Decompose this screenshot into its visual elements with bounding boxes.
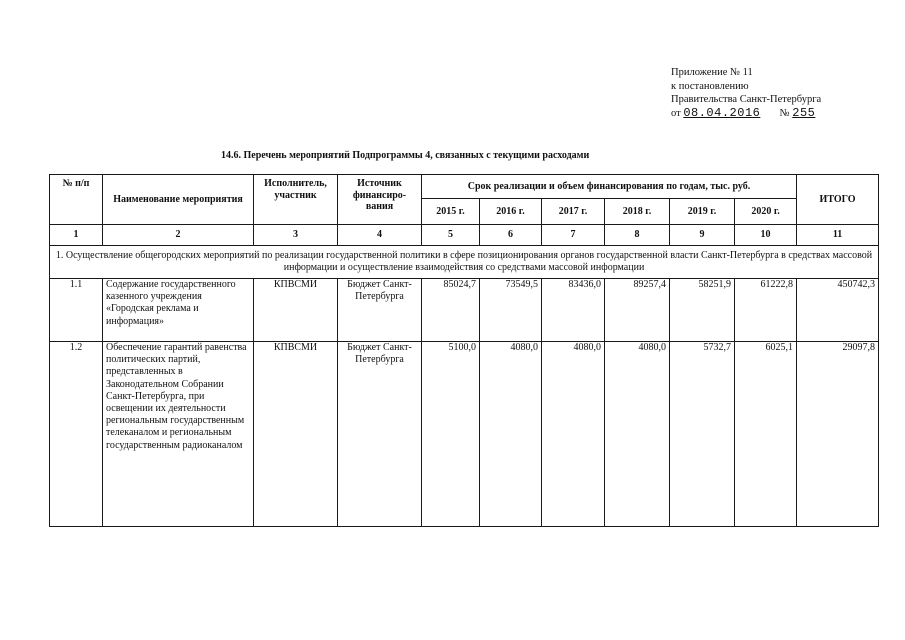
column-number: 8: [605, 225, 670, 246]
header-no: № п/п: [50, 175, 103, 225]
appendix-block: [671, 66, 871, 120]
funding-source: Бюджет Санкт-Петербурга: [338, 279, 422, 342]
header-source: Источник финансиро-вания: [338, 175, 422, 225]
column-number: 6: [480, 225, 542, 246]
header-year: 2017 г.: [542, 199, 605, 225]
header-year: 2015 г.: [422, 199, 480, 225]
column-number: 4: [338, 225, 422, 246]
appendix-date-line: [671, 107, 871, 121]
year-value: 85024,7: [422, 279, 480, 342]
year-value: 89257,4: [605, 279, 670, 342]
column-number: 9: [670, 225, 735, 246]
year-value: 4080,0: [542, 342, 605, 527]
year-value: 73549,5: [480, 279, 542, 342]
column-number: 5: [422, 225, 480, 246]
header-name: Наименование мероприятия: [103, 175, 254, 225]
executor: КПВСМИ: [254, 279, 338, 342]
header-executor: Исполнитель, участник: [254, 175, 338, 225]
column-number: 11: [797, 225, 879, 246]
section-title: 1. Осуществление общегородских мероприятий по реализации государственной политики в сфере позиционирования органов государственной власти Санкт-Петербурга в средствах массовой информации и осуществление взаимодействия со средствами массовой информации: [50, 246, 879, 279]
column-number: 10: [735, 225, 797, 246]
year-value: 6025,1: [735, 342, 797, 527]
header-total: ИТОГО: [797, 175, 879, 225]
year-value: 83436,0: [542, 279, 605, 342]
year-value: 58251,9: [670, 279, 735, 342]
header-year: 2020 г.: [735, 199, 797, 225]
number-prefix: №: [779, 107, 790, 119]
row-number: 1.2: [50, 342, 103, 527]
header-row: [50, 175, 879, 199]
resolution-number: 255: [792, 105, 816, 120]
header-year: 2016 г.: [480, 199, 542, 225]
date-prefix: от: [671, 107, 681, 119]
column-number: 3: [254, 225, 338, 246]
column-numbers-row: [50, 225, 879, 246]
year-value: 4080,0: [605, 342, 670, 527]
resolution-date: 08.04.2016: [683, 105, 761, 120]
appendix-line-3: Правительства Санкт-Петербурга: [671, 94, 822, 105]
year-value: 4080,0: [480, 342, 542, 527]
header-year: 2019 г.: [670, 199, 735, 225]
column-number: 7: [542, 225, 605, 246]
activities-table: [49, 174, 879, 527]
column-number: 1: [50, 225, 103, 246]
funding-source: Бюджет Санкт-Петербурга: [338, 342, 422, 527]
appendix-line-1: Приложение № 11: [671, 67, 753, 78]
section-row: [50, 246, 879, 279]
header-period: Срок реализации и объем финансирования по годам, тыс. руб.: [422, 175, 797, 199]
table-row: [50, 342, 879, 527]
activity-name: Обеспечение гарантий равенства политических партий, представленных в Законодательном Собрании Санкт-Петербурга, при освещении их деятельности региональным государственным телеканалом и региональным государственным радиоканалом: [103, 342, 254, 527]
row-total: 450742,3: [797, 279, 879, 342]
row-number: 1.1: [50, 279, 103, 342]
appendix-line-2: к постановлению: [671, 80, 749, 92]
document-title: 14.6. Перечень мероприятий Подпрограммы 4, связанных с текущими расходами: [221, 150, 590, 161]
year-value: 5732,7: [670, 342, 735, 527]
column-number: 2: [103, 225, 254, 246]
year-value: 5100,0: [422, 342, 480, 527]
activity-name: Содержание государственного казенного учреждения «Городская реклама и информация»: [103, 279, 254, 342]
year-value: 61222,8: [735, 279, 797, 342]
executor: КПВСМИ: [254, 342, 338, 527]
row-total: 29097,8: [797, 342, 879, 527]
table-row: [50, 279, 879, 342]
header-year: 2018 г.: [605, 199, 670, 225]
